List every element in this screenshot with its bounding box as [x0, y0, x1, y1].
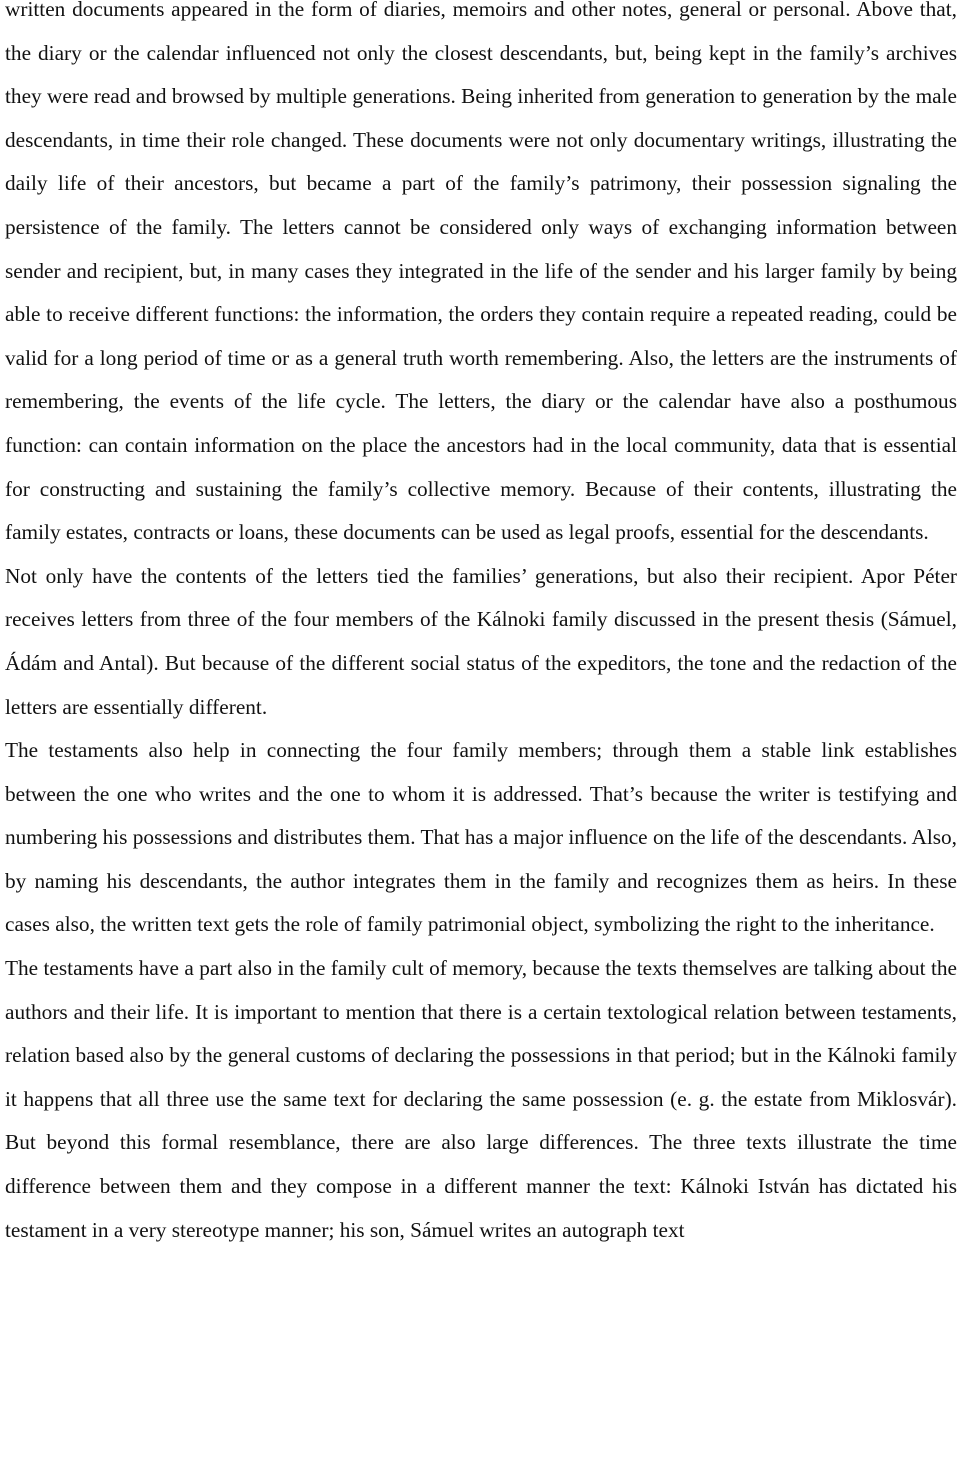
paragraph-3: The testaments also help in connecting the four family members; through them a stable link establishes between the one who writes and the one to whom it is addressed. That’s because the writer is testifying and numbering his possessions and distributes them. That has a major influence on the life of the descendants. Also, by naming his descendants, the author integrates them in the family and recognizes them as heirs. In these cases also, the written text gets the role of family patrimonial object, symbolizing the right to the inheritance.: [5, 738, 957, 937]
paragraph-2: Not only have the contents of the letters tied the families’ generations, but also their recipient. Apor Péter receives letters from three of the four members of the Kálnoki family discussed in the present thesis (Sámuel, Ádám and Antal). But because of the different social status of the expeditors, the tone and the redaction of the letters are essentially different.: [5, 563, 957, 719]
paragraph-1: written documents appeared in the form of diaries, memoirs and other notes, general or personal. Above that, the diary or the calendar influenced not only the closest descendants, but, being kept in the family’s archives they were read and browsed by multiple generations. Being inherited from generation to generation by the male descendants, in time their role changed. These documents were not only documentary writings, illustrating the daily life of their ancestors, but became a part of the family’s patrimony, their possession signaling the persistence of the family. The letters cannot be considered only ways of exchanging information between sender and recipient, but, in many cases they integrated in the life of the sender and his larger family by being able to receive different functions: the information, the orders they contain require a repeated reading, could be valid for a long period of time or as a general truth worth remembering. Also, the letters are the instruments of remembering, the events of the life cycle. The letters, the diary or the calendar have also a posthumous function: can contain information on the place the ancestors had in the local community, data that is essential for constructing and sustaining the family’s collective memory. Because of their contents, illustrating the family estates, contracts or loans, these documents can be used as legal proofs, essential for the descendants.: [5, 0, 957, 545]
document-page: [5, 0, 957, 1252]
paragraph-4: The testaments have a part also in the family cult of memory, because the texts themselves are talking about the authors and their life. It is important to mention that there is a certain textological relation between testaments, relation based also by the general customs of declaring the possessions in that period; but in the Kálnoki family it happens that all three use the same text for declaring the same possession (e. g. the estate from Miklosvár). But beyond this formal resemblance, there are also large differences. The three texts illustrate the time difference between them and they compose in a different manner the text: Kálnoki István has dictated his testament in a very stereotype manner; his son, Sámuel writes an autograph text: [5, 956, 957, 1242]
